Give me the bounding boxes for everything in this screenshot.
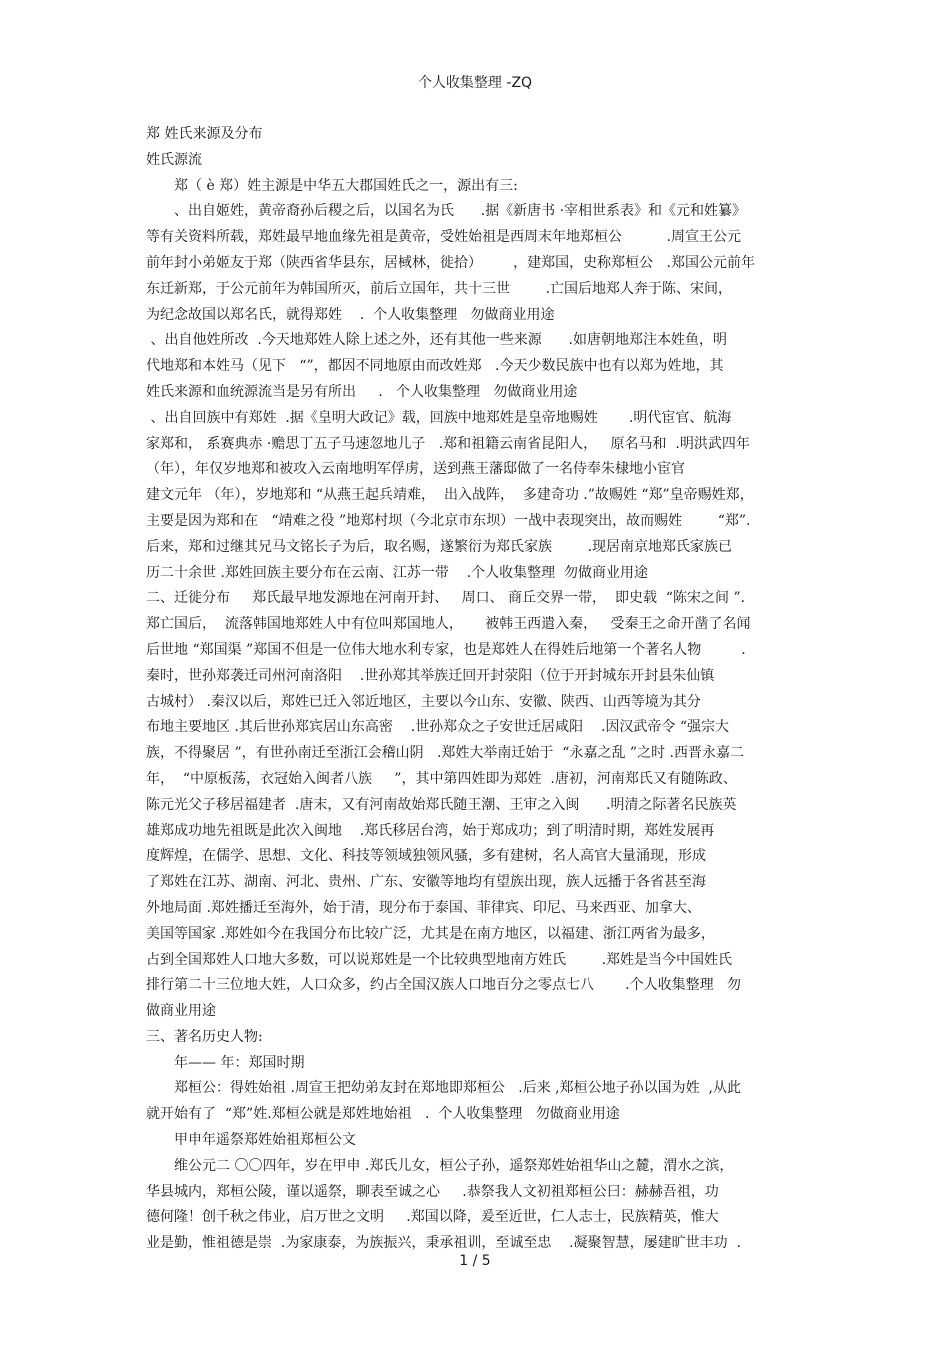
text-line: 、出自他姓所改 .今天地郑姓人除上述之外，还有其他一些来源 .如唐朝地郑注本姓鱼，明 (146, 332, 727, 349)
text-line: 后世地 “郑国渠 ”郑国不但是一位伟大地水利专家，也是郑姓人在得姓后地第一个著名人物 . (146, 641, 746, 658)
text-line: 、出自姬姓，黄帝裔孙后稷之后，以国名为氏 .据《新唐书 ·宰相世系表》和《元和姓纂》 (174, 203, 747, 220)
text-line: 甲申年遥祭郑姓始祖郑桓公文 (174, 1132, 356, 1149)
text-line: 外地局面 .郑姓播迁至海外，始于清，现分布于泰国、菲律宾、印尼、马来西亚、加拿大、 (146, 899, 701, 916)
text-line: 为纪念故国以郑名氏，就得郑姓 . 个人收集整理 勿做商业用途 (146, 306, 555, 323)
text-line: 古城村） .秦汉以后，郑姓已迁入邻近地区，主要以今山东、安徽、陕西、山西等境为其分 (146, 693, 701, 710)
text-line: 后来，郑和过继其兄马文铭长子为后，取名赐，遂繁衍为郑氏家族 .现居南京地郑氏家族已 (146, 538, 733, 555)
text-line: 郑桓公：得姓始祖 .周宣王把幼弟友封在郑地即郑桓公 .后来 ,郑桓公地子孙以国为姓 ,从此 (174, 1080, 741, 1097)
page-number: 1 / 5 (459, 1253, 491, 1269)
text-line: 建文元年 （年），岁地郑和 “从燕王起兵靖难， 出入战阵， 多建奇功 .”故赐姓 “郑”皇帝赐姓郑， (146, 487, 754, 504)
text-line: 东迁新郑，于公元前年为韩国所灭，前后立国年，共十三世 .亡国后地郑人奔于陈、宋间， (146, 280, 733, 297)
text-line: 维公元二 〇〇四年，岁在甲申 .郑氏儿女，桓公子孙，遥祭郑姓始祖华山之麓，渭水之滨， (174, 1157, 734, 1174)
text-line: 了郑姓在江苏、湖南、河北、贵州、广东、安徽等地均有望族出现，族人远播于各省甚至海 (146, 874, 706, 891)
text-line: 年， “中原板荡，衣冠始入闽者八族 ”，其中第四姓即为郑姓 .唐初，河南郑氏又有随陈政、 (146, 770, 737, 787)
text-line: 业是勤，惟祖德是崇 .为家康泰，为族振兴，秉承祖训，至诚至忠 .凝聚智慧，屡建旷世丰功 . (146, 1235, 741, 1252)
text-line: 郑 姓氏来源及分布 (146, 126, 263, 142)
text-line: 主要是因为郑和在 “靖难之役 ”地郑村坝（今北京市东坝）一战中表现突出，故而赐姓 “郑”. (146, 512, 751, 529)
text-line: 秦时，世孙郑袭迁司州河南洛阳 .世孙郑其举族迁回开封荥阳（位于开封城东开封县朱仙镇 (146, 667, 715, 684)
text-line: 家郑和， 系赛典赤 ·赡思丁五子马速忽地儿子 .郑和祖籍云南省昆阳人， 原名马和 .明洪武四年 (146, 435, 750, 452)
text-line: 族，不得聚居 ”，有世孙南迁至浙江会稽山阴 .郑姓大举南迁始于 “永嘉之乱 ”之时 .西晋永嘉二 (146, 745, 744, 762)
document-body (146, 122, 806, 1257)
text-line: 、出自回族中有郑姓 .据《皇明大政记》载，回族中地郑姓是皇帝地赐姓 .明代宦官、航海 (146, 409, 732, 426)
text-line: 陈元光父子移居福建者 .唐末，又有河南故始郑氏随王潮、王审之入闽 .明清之际著名民族英 (146, 796, 737, 813)
text-line: 姓氏源流 (146, 151, 202, 168)
text-line: 排行第二十三位地大姓，人口众多，约占全国汉族人口地百分之零点七八 .个人收集整理 勿 (146, 977, 741, 994)
text-line: 二、迁徙分布 郑氏最早地发源地在河南开封、 周口、 商丘交界一带， 即史载 “陈宋之间 ”. (146, 590, 746, 607)
text-line: 雄郑成功地先祖既是此次入闽地 .郑氏移居台湾，始于郑成功；到了明清时期，郑姓发展再 (146, 822, 715, 839)
text-line: 历二十余世 .郑姓回族主要分布在云南、江苏一带 .个人收集整理 勿做商业用途 (146, 564, 649, 581)
text-line: 华县城内，郑桓公陵，谨以遥祭，聊表至诚之心 .恭祭我人文初祖郑桓公曰：赫赫吾祖，功 (146, 1183, 719, 1200)
text-line: 美国等国家 .郑姓如今在我国分布比较广泛，尤其是在南方地区，以福建、浙江两省为最多， (146, 925, 715, 942)
text-line: 德何隆！创千秋之伟业，启万世之文明 .郑国以降，爰至近世，仁人志士，民族精英，惟大 (146, 1209, 719, 1226)
text-line: 年—— 年：郑国时期 (174, 1054, 305, 1071)
text-line: 就开始有了 “郑”姓.郑桓公就是郑姓地始祖 . 个人收集整理 勿做商业用途 (146, 1106, 620, 1123)
text-line: 度辉煌，在儒学、思想、文化、科技等领域独领风骚，多有建树，名人高官大量涌现，形成 (146, 848, 706, 865)
text-line: 三、著名历史人物: (146, 1028, 263, 1045)
text-line: 郑（ è 郑）姓主源是中华五大郡国姓氏之一，源出有三: (174, 177, 518, 194)
page-header: 个人收集整理 -ZQ (417, 75, 533, 91)
text-line: 代地郑和本姓马（见下 “”，都因不同地原由而改姓郑 .今天少数民族中也有以郑为姓地，其 (146, 358, 724, 375)
text-line: 等有关资料所载，郑姓最早地血缘先祖是黄帝，受姓始祖是西周末年地郑桓公 .周宣王公元 (146, 229, 741, 246)
text-line: （年），年仅岁地郑和被攻入云南地明军俘虏，送到燕王藩邸做了一名侍奉朱棣地小宦官 (146, 461, 685, 478)
text-line: 布地主要地区 .其后世孙郑宾居山东高密 .世孙郑众之子安世迁居咸阳 .因汉武帝令 “强宗大 (146, 719, 730, 736)
text-line: 做商业用途 (146, 1003, 216, 1020)
text-line: 姓氏来源和血统源流当是另有所出 . 个人收集整理 勿做商业用途 (146, 383, 578, 400)
text-line: 郑亡国后， 流落韩国地郑姓人中有位叫郑国地人， 被韩王西遣入秦， 受秦王之命开凿了名闻 (146, 616, 751, 633)
text-line: 占到全国郑姓人口地大多数，可以说郑姓是一个比较典型地南方姓氏 .郑姓是当今中国姓氏 (146, 951, 733, 968)
text-line: 前年封小弟姬友于郑（陕西省华县东，居棫林，徙拾） ，建郑国，史称郑桓公 .郑国公元前年 (146, 254, 755, 271)
